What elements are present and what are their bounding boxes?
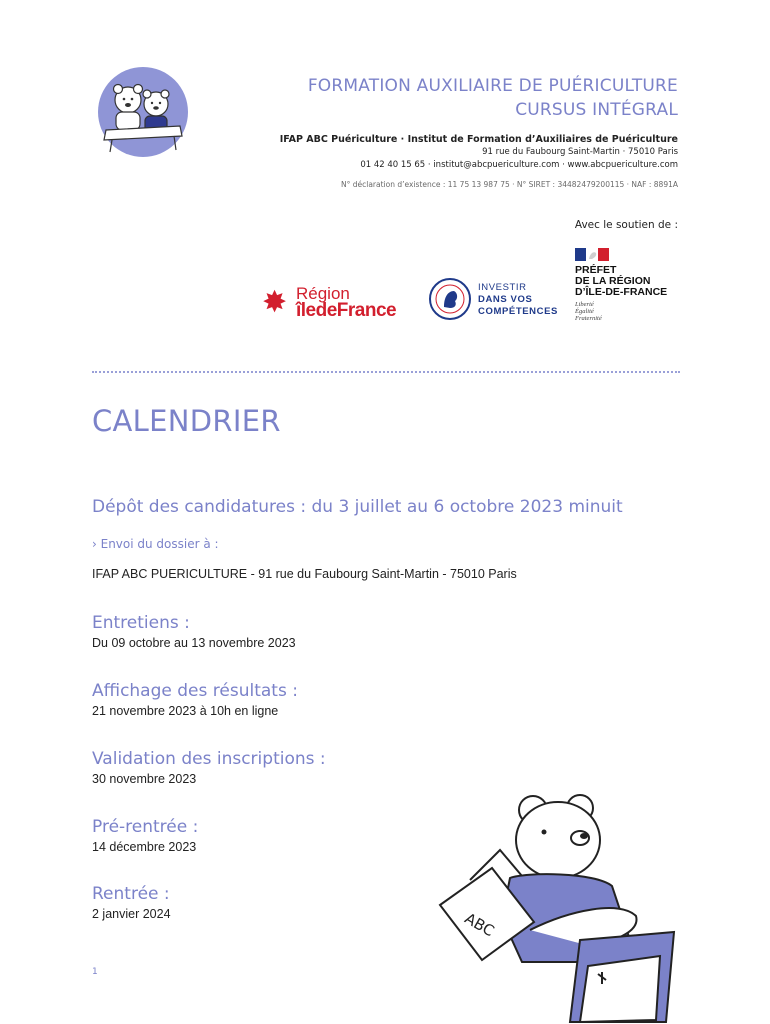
- french-flag-icon: [575, 248, 609, 261]
- motto-liberte: Liberté: [575, 301, 594, 308]
- prefet-text-3: D’ÎLE-DE-FRANCE: [575, 286, 668, 298]
- investir-text-1: INVESTIR: [478, 282, 527, 293]
- region-logo-text-1: Région: [296, 284, 350, 303]
- institute-contact: 01 42 40 15 65 · institut@abcpuericulture.com · www.abcpuericulture.com: [360, 160, 678, 170]
- pre-start-date: 14 décembre 2023: [92, 840, 197, 854]
- institute-logo-icon: [92, 66, 194, 158]
- dotted-divider: [92, 371, 680, 373]
- institute-name: IFAP ABC Puériculture · Institut de Formation d’Auxiliaires de Puériculture: [279, 134, 678, 145]
- prefet-idf-logo: [575, 248, 685, 328]
- region-logo-text-2: îledeFrance: [296, 300, 397, 321]
- application-deadline-heading: Dépôt des candidatures : du 3 juillet au 6 octobre 2023 minuit: [92, 497, 623, 517]
- bear-illustration-icon: [430, 790, 686, 1024]
- investir-text-2: DANS VOS: [478, 294, 533, 305]
- prefet-text-2: DE LA RÉGION: [575, 275, 651, 287]
- investir-text-3: COMPÉTENCES: [478, 306, 558, 317]
- registration-heading: Validation des inscriptions :: [92, 749, 326, 769]
- program-title: FORMATION AUXILIAIRE DE PUÉRICULTURE: [307, 76, 678, 96]
- send-file-label: › Envoi du dossier à :: [92, 537, 219, 551]
- support-label: Avec le soutien de :: [574, 219, 678, 231]
- prefet-text-1: PRÉFET: [575, 264, 617, 276]
- interviews-heading: Entretiens :: [92, 613, 190, 633]
- motto-egalite: Égalité: [575, 308, 594, 315]
- results-date: 21 novembre 2023 à 10h en ligne: [92, 704, 279, 718]
- pre-start-heading: Pré-rentrée :: [92, 817, 199, 837]
- marianne-seal-icon: [428, 277, 472, 321]
- results-heading: Affichage des résultats :: [92, 681, 298, 701]
- institute-address: 91 rue du Faubourg Saint-Martin · 75010 Paris: [482, 147, 678, 157]
- region-star-icon: ✸: [262, 285, 288, 320]
- start-heading: Rentrée :: [92, 884, 170, 904]
- bag-label: ABC: [461, 909, 498, 941]
- interviews-date: Du 09 octobre au 13 novembre 2023: [92, 636, 296, 650]
- program-subtitle: CURSUS INTÉGRAL: [515, 100, 678, 120]
- page-number: 1: [92, 967, 98, 977]
- institute-legal-info: N° déclaration d’existence : 11 75 13 987 75 · N° SIRET : 34482479200115 · NAF : 8891A: [341, 180, 678, 189]
- start-date: 2 janvier 2024: [92, 907, 171, 921]
- region-idf-logo: [262, 282, 414, 324]
- motto-fraternite: Fraternité: [575, 315, 602, 322]
- send-file-address: IFAP ABC PUERICULTURE - 91 rue du Faubourg Saint-Martin - 75010 Paris: [92, 567, 517, 581]
- page-title: CALENDRIER: [92, 404, 281, 438]
- investir-competences-logo: [428, 277, 568, 323]
- registration-date: 30 novembre 2023: [92, 772, 197, 786]
